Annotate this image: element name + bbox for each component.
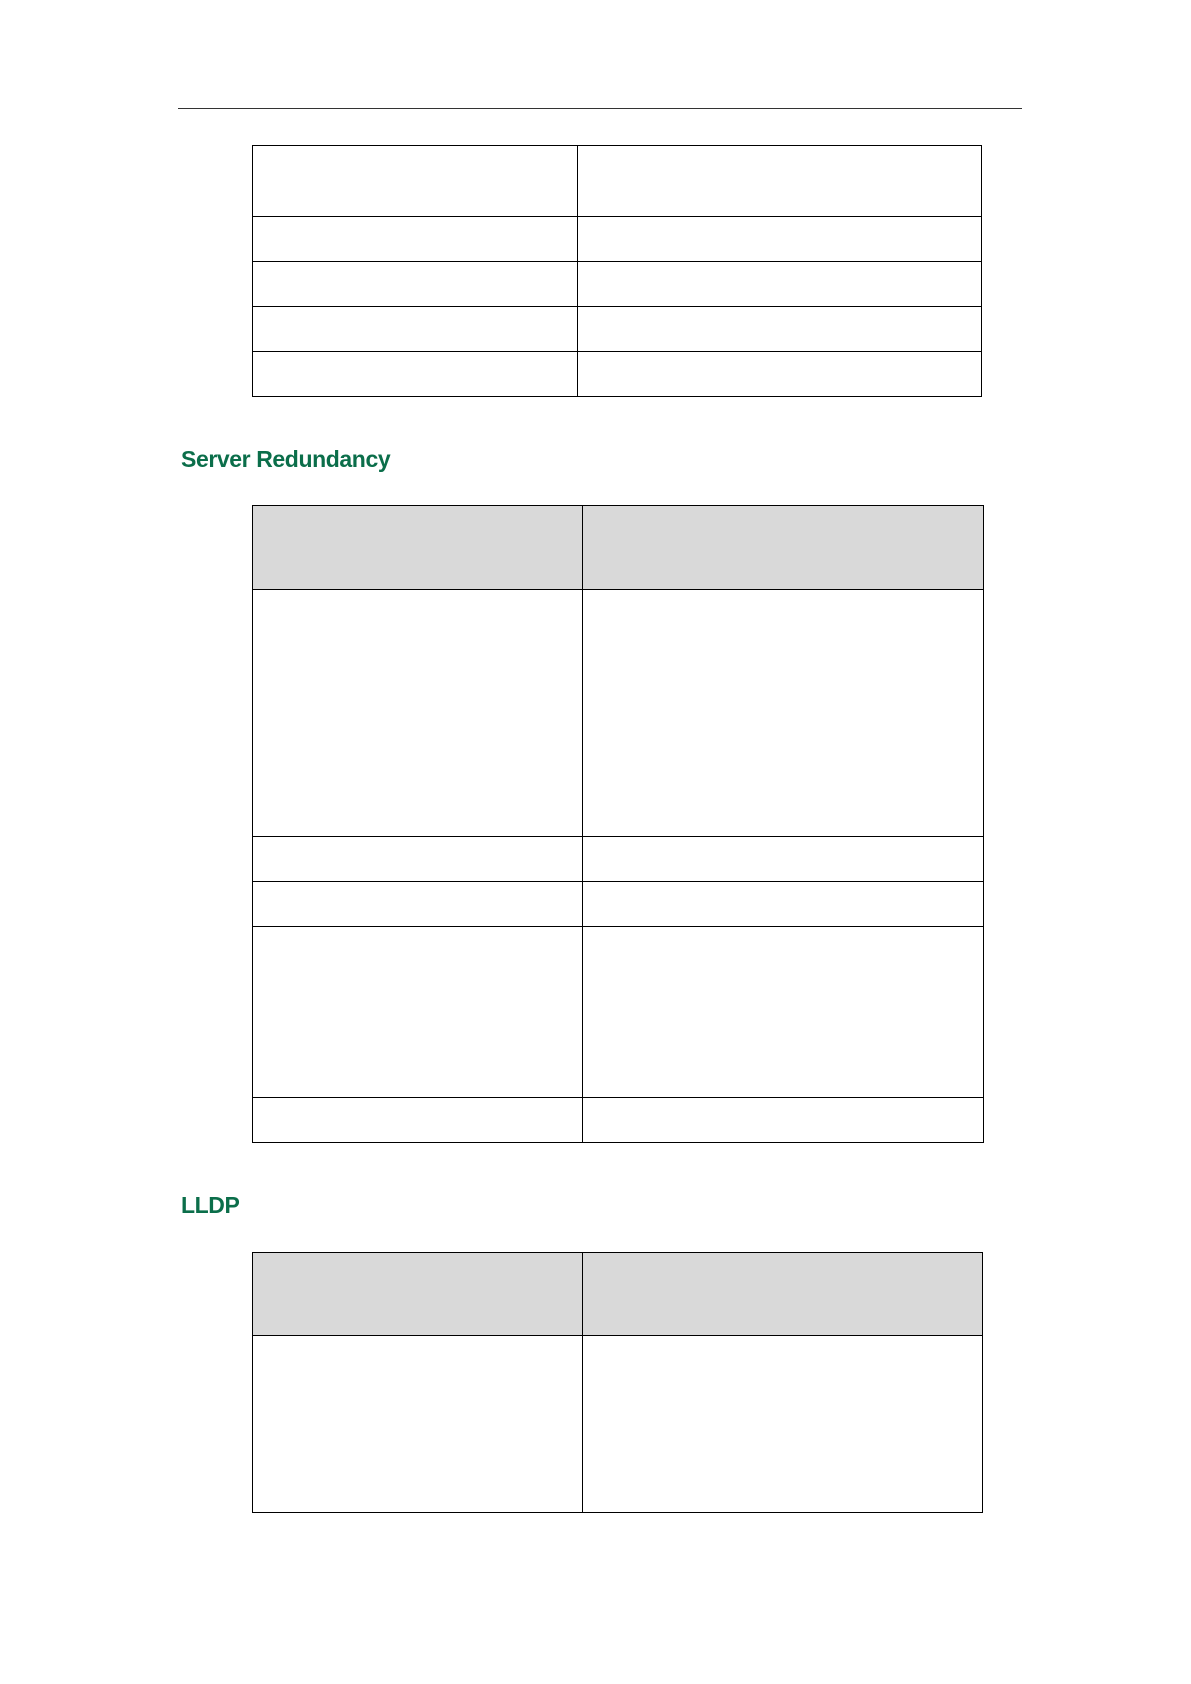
section-heading-lldp: LLDP <box>181 1192 240 1218</box>
table-cell <box>253 262 578 307</box>
table-cell <box>253 217 578 262</box>
table-cell <box>583 837 984 882</box>
table-row <box>253 1336 983 1513</box>
server-redundancy-table <box>252 505 984 1143</box>
table-header-row <box>253 1253 983 1336</box>
table-cell <box>253 1098 583 1143</box>
continuation-table <box>252 145 982 397</box>
table-header-cell <box>253 1253 583 1336</box>
table-row <box>253 1098 984 1143</box>
table-cell <box>253 307 578 352</box>
table-cell <box>578 146 982 217</box>
table-row <box>253 927 984 1098</box>
table-header-cell <box>583 1253 983 1336</box>
table-row <box>253 217 982 262</box>
table-header-cell <box>253 506 583 590</box>
table-row <box>253 146 982 217</box>
table-row <box>253 590 984 837</box>
table-cell <box>253 882 583 927</box>
table-row <box>253 882 984 927</box>
table-cell <box>253 352 578 397</box>
table-cell <box>578 352 982 397</box>
table-header-cell <box>583 506 984 590</box>
header-rule <box>178 108 1022 109</box>
table-row <box>253 352 982 397</box>
table-cell <box>253 837 583 882</box>
table-header-row <box>253 506 984 590</box>
section-heading-server-redundancy: Server Redundancy <box>181 446 391 472</box>
table-cell <box>578 217 982 262</box>
table-cell <box>253 927 583 1098</box>
table-cell <box>583 1336 983 1513</box>
table-cell <box>578 307 982 352</box>
table-cell <box>583 1098 984 1143</box>
table-cell <box>583 590 984 837</box>
table-cell <box>583 882 984 927</box>
table-row <box>253 262 982 307</box>
table-cell <box>253 1336 583 1513</box>
table-row <box>253 837 984 882</box>
table-row <box>253 307 982 352</box>
table-cell <box>578 262 982 307</box>
table-cell <box>253 146 578 217</box>
lldp-table <box>252 1252 983 1513</box>
table-cell <box>253 590 583 837</box>
table-cell <box>583 927 984 1098</box>
